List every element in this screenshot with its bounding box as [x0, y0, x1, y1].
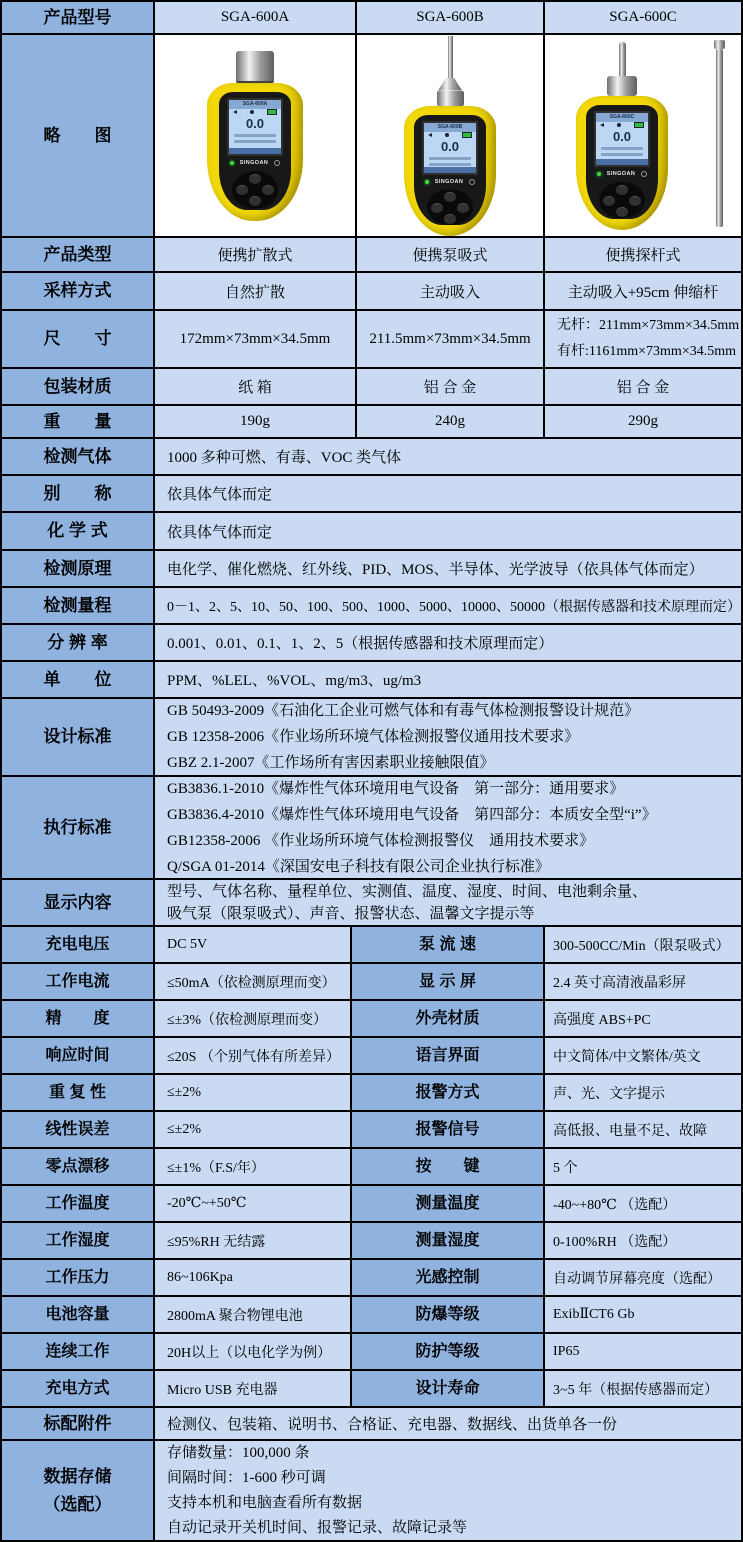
value-text: ≤95%RH 无结露 [167, 1234, 266, 1250]
power-button-icon [641, 171, 647, 177]
value-cell [545, 1334, 743, 1371]
enter-button [444, 214, 456, 224]
value-cell [155, 1297, 352, 1334]
row-label: 别 称 [2, 476, 155, 513]
value-cell [155, 273, 357, 311]
model-name: SGA-600C [609, 9, 677, 25]
value-text: 86~106Kpa [167, 1269, 233, 1285]
diffusion-inlet-cap [236, 51, 274, 83]
power-led [230, 161, 234, 165]
screen-data-line [429, 163, 471, 166]
value-text: 2.4 英寸高清液晶彩屏 [553, 975, 686, 991]
text-line: GB 12358-2006《作业场所环境气体检测报警仪通用技术要求》 [167, 729, 580, 745]
row-label: 连续工作 [2, 1334, 155, 1371]
value-cell [155, 1186, 352, 1223]
text-line: GB3836.4-2010《爆炸性气体环境用电气设备 第四部分：本质安全型“i”》 [167, 806, 657, 823]
screen-data-line [234, 134, 276, 137]
value-cell [545, 311, 743, 369]
screen-reading: 0.0 [612, 128, 632, 144]
row-label: 设计寿命 [352, 1371, 545, 1408]
full-row [2, 699, 743, 777]
row-label: 测量湿度 [352, 1223, 545, 1260]
device-face-panel [586, 105, 658, 219]
row-label: 工作电流 [2, 964, 155, 1001]
value-text: 20H以上（以电化学为例） [167, 1345, 332, 1361]
row-label: 充电电压 [2, 927, 155, 964]
value-text: ≤±2% [167, 1084, 202, 1100]
value-cell [155, 406, 357, 439]
screen-data-line [234, 140, 276, 143]
brand-row [226, 160, 284, 167]
value-text: 高低报、电量不足、故障 [553, 1123, 707, 1139]
value-cell [155, 439, 743, 476]
screen-data-line [601, 153, 643, 156]
device-face-panel [219, 92, 291, 210]
value-cell [545, 1038, 743, 1075]
full-row [2, 439, 743, 476]
value-cell [155, 476, 743, 513]
value-cell [155, 699, 743, 777]
row-label: 线性误差 [2, 1112, 155, 1149]
text-line: Q/SGA 01-2014《深国安电子科技有限公司企业执行标准》 [167, 858, 550, 875]
device-body [576, 96, 668, 230]
value-cell [155, 1223, 352, 1260]
value-text: 1000 多种可燃、有毒、VOC 类气体 [167, 450, 402, 466]
right-button [262, 185, 274, 195]
value-cell [545, 1075, 743, 1112]
brand-row [421, 179, 479, 186]
value-text: 中文简体/中文繁体/英文 [553, 1049, 701, 1065]
row-label: 电池容量 [2, 1297, 155, 1334]
value-text: 190g [240, 413, 270, 429]
device-lcd-screen [422, 121, 478, 175]
screen-model-label: SGA-600B [424, 123, 476, 132]
screen-data-line [429, 157, 471, 160]
brand-label: SINGOAN [239, 160, 269, 166]
row-label: 产品类型 [2, 238, 155, 273]
value-cell [155, 513, 743, 551]
text-line: 无杆：211mm×73mm×34.5mm [557, 318, 740, 333]
device-lcd-screen [594, 111, 650, 167]
device-image [576, 42, 668, 230]
device-body [404, 106, 496, 236]
screen-time-bar [424, 167, 476, 173]
value-text: 300-500CC/Min（限泵吸式） [553, 938, 730, 954]
row-label: 尺 寸 [2, 311, 155, 369]
row-label: 显 示 屏 [352, 964, 545, 1001]
full-row [2, 513, 743, 551]
power-led [597, 172, 601, 176]
value-text: 铝 合 金 [616, 380, 670, 396]
row-label: 采样方式 [2, 273, 155, 311]
row-label: 响应时间 [2, 1038, 155, 1075]
spec-row [2, 1186, 743, 1223]
brand-label: SINGOAN [606, 171, 636, 178]
value-cell [155, 311, 357, 369]
label-line: （选配） [43, 1494, 112, 1514]
value-text: 检测仪、包装箱、说明书、合格证、充电器、数据线、出货单各一份 [167, 1417, 618, 1433]
telescopic-rod-cap [714, 40, 725, 49]
value-cell [155, 927, 352, 964]
brand-label: SINGOAN [434, 178, 464, 185]
text-line: GB12358-2006 《作业场所环境气体检测报警仪 通用技术要求》 [167, 832, 595, 849]
spec-row [2, 1075, 743, 1112]
menu-button [249, 174, 261, 184]
device-image [404, 36, 496, 236]
value-cell [155, 238, 357, 273]
accessories-row [2, 1408, 743, 1441]
value-cell [155, 551, 743, 588]
value-text: 5 个 [553, 1160, 578, 1176]
product-row [2, 406, 743, 439]
model-header [545, 2, 743, 35]
text-line: 型号、气体名称、量程单位、实测值、温度、湿度、时间、电池剩余量、 [167, 883, 648, 900]
row-label: 包装材质 [2, 369, 155, 406]
value-text: 290g [628, 413, 658, 429]
value-cell [545, 273, 743, 311]
spec-row [2, 1149, 743, 1186]
value-text: ≤±2% [167, 1121, 202, 1137]
text-line: 存储数量：100,000 条 [167, 1444, 310, 1461]
full-row [2, 551, 743, 588]
value-text: DC 5V [167, 936, 208, 952]
enter-button [616, 207, 628, 217]
device-lcd-screen [227, 98, 283, 156]
spec-row [2, 964, 743, 1001]
right-button [629, 196, 641, 206]
screen-reading: 0.0 [440, 138, 460, 154]
label-line: 数据存储 [43, 1466, 112, 1486]
left-button [236, 185, 248, 195]
value-cell [155, 1441, 743, 1542]
row-label: 精 度 [2, 1001, 155, 1038]
value-cell [545, 406, 743, 439]
value-cell [545, 1149, 743, 1186]
spec-row [2, 1334, 743, 1371]
left-button [603, 196, 615, 206]
value-cell [545, 1223, 743, 1260]
row-label: 显示内容 [2, 880, 155, 927]
value-text: ≤±3%（依检测原理而变） [167, 1012, 328, 1028]
screen-model-label: SGA-600C [596, 113, 648, 122]
power-led [425, 180, 429, 184]
dpad-buttons [232, 171, 278, 209]
screen-data-line [601, 147, 643, 150]
text-line: 间隔时间：1-600 秒可调 [167, 1469, 326, 1486]
value-text: IP65 [553, 1343, 580, 1359]
screen-reading: 0.0 [245, 115, 265, 131]
text-line: 支持本机和电脑查看所有数据 [167, 1494, 363, 1511]
row-label: 工作温度 [2, 1186, 155, 1223]
row-label: 产品型号 [2, 2, 155, 35]
value-text: 依具体气体而定 [167, 487, 273, 503]
value-cell [155, 625, 743, 662]
row-label [2, 1441, 155, 1542]
value-text: 便携泵吸式 [412, 248, 488, 264]
value-cell [155, 1260, 352, 1297]
value-text: 主动吸入 [419, 284, 480, 301]
row-label: 测量温度 [352, 1186, 545, 1223]
full-row [2, 662, 743, 699]
sampling-probe-rod [619, 42, 626, 76]
row-label: 分 辨 率 [2, 625, 155, 662]
row-label: 化 学 式 [2, 513, 155, 551]
fan-icon [250, 110, 254, 114]
spec-row [2, 1112, 743, 1149]
value-text: 声、光、文字提示 [553, 1086, 665, 1102]
spec-row [2, 1223, 743, 1260]
probe-inlet-cap [607, 76, 637, 96]
value-text: 172mm×73mm×34.5mm [179, 330, 331, 347]
pump-inlet-cap [437, 91, 464, 106]
battery-icon [462, 132, 472, 138]
value-text: 便携扩散式 [217, 248, 293, 264]
product-row [2, 369, 743, 406]
spec-row [2, 1260, 743, 1297]
model-name: SGA-600B [416, 9, 484, 25]
value-text: ≤50mA（依检测原理而变） [167, 975, 336, 991]
full-row [2, 625, 743, 662]
value-text: 211.5mm×73mm×34.5mm [369, 330, 531, 347]
row-label: 充电方式 [2, 1371, 155, 1408]
value-text: 自然扩散 [224, 284, 285, 301]
row-label: 语言界面 [352, 1038, 545, 1075]
value-cell [155, 777, 743, 880]
value-cell [357, 273, 545, 311]
value-text: Micro USB 充电器 [167, 1382, 278, 1398]
speaker-icon [233, 110, 237, 114]
menu-button [616, 185, 628, 195]
value-cell [155, 1371, 352, 1408]
text-line: GB 50493-2009《石油化工企业可燃气体和有毒气体检测报警设计规范》 [167, 703, 640, 719]
value-cell [545, 1186, 743, 1223]
right-button [457, 203, 469, 213]
value-cell [545, 1112, 743, 1149]
battery-icon [267, 109, 277, 115]
value-cell [545, 1297, 743, 1334]
screen-time-bar [229, 148, 281, 154]
row-label: 检测原理 [2, 551, 155, 588]
device-image [207, 51, 303, 221]
probe-cone-adapter [438, 78, 462, 91]
text-line: GB3836.1-2010《爆炸性气体环境用电气设备 第一部分：通用要求》 [167, 780, 625, 797]
value-text: ≤±1%（F.S/年） [167, 1160, 265, 1176]
value-text: 便携探杆式 [605, 248, 681, 264]
row-label: 报警信号 [352, 1112, 545, 1149]
row-label: 外壳材质 [352, 1001, 545, 1038]
device-sketch-cell [155, 35, 357, 238]
value-cell [545, 238, 743, 273]
dpad-buttons [599, 182, 645, 219]
telescopic-rod [716, 49, 723, 227]
value-text: 纸 箱 [238, 380, 272, 396]
row-label: 报警方式 [352, 1075, 545, 1112]
value-cell [545, 964, 743, 1001]
value-cell [155, 1408, 743, 1441]
left-button [431, 203, 443, 213]
row-label: 检测量程 [2, 588, 155, 625]
row-label: 重 复 性 [2, 1075, 155, 1112]
row-label: 工作湿度 [2, 1223, 155, 1260]
full-row [2, 777, 743, 880]
device-sketch-cell [545, 35, 743, 238]
row-label: 工作压力 [2, 1260, 155, 1297]
value-text: ≤20S （个别气体有所差异） [167, 1049, 340, 1065]
row-label: 执行标准 [2, 777, 155, 880]
value-text: 240g [435, 413, 465, 429]
value-cell [155, 1334, 352, 1371]
row-label: 防爆等级 [352, 1297, 545, 1334]
value-text: 2800mA 聚合物锂电池 [167, 1308, 303, 1324]
brand-row [593, 171, 651, 178]
spec-row [2, 1001, 743, 1038]
value-text: 3~5 年（根据传感器而定） [553, 1382, 719, 1398]
device-body [207, 83, 303, 221]
value-text: 电化学、催化燃烧、红外线、PID、MOS、半导体、光学波导（依具体气体而定） [167, 562, 704, 578]
value-cell [155, 1038, 352, 1075]
row-label: 略 图 [2, 35, 155, 238]
value-cell [545, 1260, 743, 1297]
text-line: 有杆:1161mm×73mm×34.5mm [557, 344, 736, 359]
value-text: 0-100%RH （选配） [553, 1234, 677, 1250]
row-label: 重 量 [2, 406, 155, 439]
sketch-row [2, 35, 743, 238]
value-cell [357, 238, 545, 273]
spec-row [2, 1297, 743, 1334]
value-cell [545, 927, 743, 964]
value-text: 0.001、0.01、0.1、1、2、5（根据传感器和技术原理而定） [167, 636, 554, 652]
value-text: 0－1、2、5、10、50、100、500、1000、5000、10000、50000（根据传感器和技术原理而定） [167, 599, 741, 615]
screen-status-icons [233, 110, 278, 115]
value-cell [357, 311, 545, 369]
power-button-icon [274, 160, 280, 166]
fan-icon [445, 133, 449, 137]
enter-button [249, 196, 261, 206]
row-label: 标配附件 [2, 1408, 155, 1441]
spec-row [2, 1038, 743, 1075]
full-row [2, 880, 743, 927]
row-label: 单 位 [2, 662, 155, 699]
value-text: PPM、%LEL、%VOL、mg/m3、ug/m3 [167, 673, 422, 689]
value-text: ExibⅡCT6 Gb [553, 1307, 635, 1322]
battery-icon [634, 122, 644, 128]
row-label: 光感控制 [352, 1260, 545, 1297]
speaker-icon [428, 133, 432, 137]
screen-time-bar [596, 159, 648, 165]
full-row [2, 588, 743, 625]
product-row [2, 273, 743, 311]
spec-row [2, 1371, 743, 1408]
value-cell [155, 1112, 352, 1149]
row-label: 泵 流 速 [352, 927, 545, 964]
value-cell [155, 588, 743, 625]
sampling-probe-rod [448, 36, 453, 78]
value-text: 高强度 ABS+PC [553, 1012, 651, 1028]
spec-row [2, 927, 743, 964]
value-cell [155, 662, 743, 699]
value-cell [357, 369, 545, 406]
row-label: 防护等级 [352, 1334, 545, 1371]
speaker-icon [600, 123, 604, 127]
fan-icon [617, 123, 621, 127]
screen-status-icons [600, 123, 645, 128]
value-cell [545, 1371, 743, 1408]
value-cell [155, 1001, 352, 1038]
value-text: 自动调节屏幕亮度（选配） [553, 1271, 721, 1287]
screen-model-label: SGA-600A [229, 100, 281, 109]
screen-status-icons [428, 133, 473, 138]
value-cell [545, 1001, 743, 1038]
value-cell [357, 406, 545, 439]
product-row [2, 238, 743, 273]
value-cell [155, 1075, 352, 1112]
dpad-buttons [427, 189, 473, 224]
value-cell [155, 964, 352, 1001]
storage-row [2, 1441, 743, 1542]
row-label: 按 键 [352, 1149, 545, 1186]
header-row [2, 2, 743, 35]
power-button-icon [469, 179, 475, 185]
text-line: 自动记录开关机时间、报警记录、故障记录等 [167, 1519, 468, 1536]
text-line: GBZ 2.1-2007《工作场所有害因素职业接触限值》 [167, 755, 495, 771]
device-face-panel [414, 115, 486, 225]
device-sketch-cell [357, 35, 545, 238]
row-label: 零点漂移 [2, 1149, 155, 1186]
value-text: -20℃~+50℃ [167, 1196, 247, 1211]
value-cell [545, 369, 743, 406]
value-cell [155, 369, 357, 406]
model-name: SGA-600A [220, 9, 290, 25]
value-text: -40~+80℃ （选配） [553, 1197, 677, 1213]
row-label: 设计标准 [2, 699, 155, 777]
row-label: 检测气体 [2, 439, 155, 476]
model-header [357, 2, 545, 35]
value-text: 依具体气体而定 [167, 524, 273, 541]
model-header [155, 2, 357, 35]
value-cell [155, 880, 743, 927]
full-row [2, 476, 743, 513]
value-text: 主动吸入+95cm 伸缩杆 [567, 284, 719, 301]
text-line: 吸气泵（限泵吸式）、声音、报警状态、温馨文字提示等 [167, 905, 535, 922]
value-text: 铝 合 金 [423, 380, 477, 396]
value-cell [155, 1149, 352, 1186]
menu-button [444, 192, 456, 202]
product-row [2, 311, 743, 369]
